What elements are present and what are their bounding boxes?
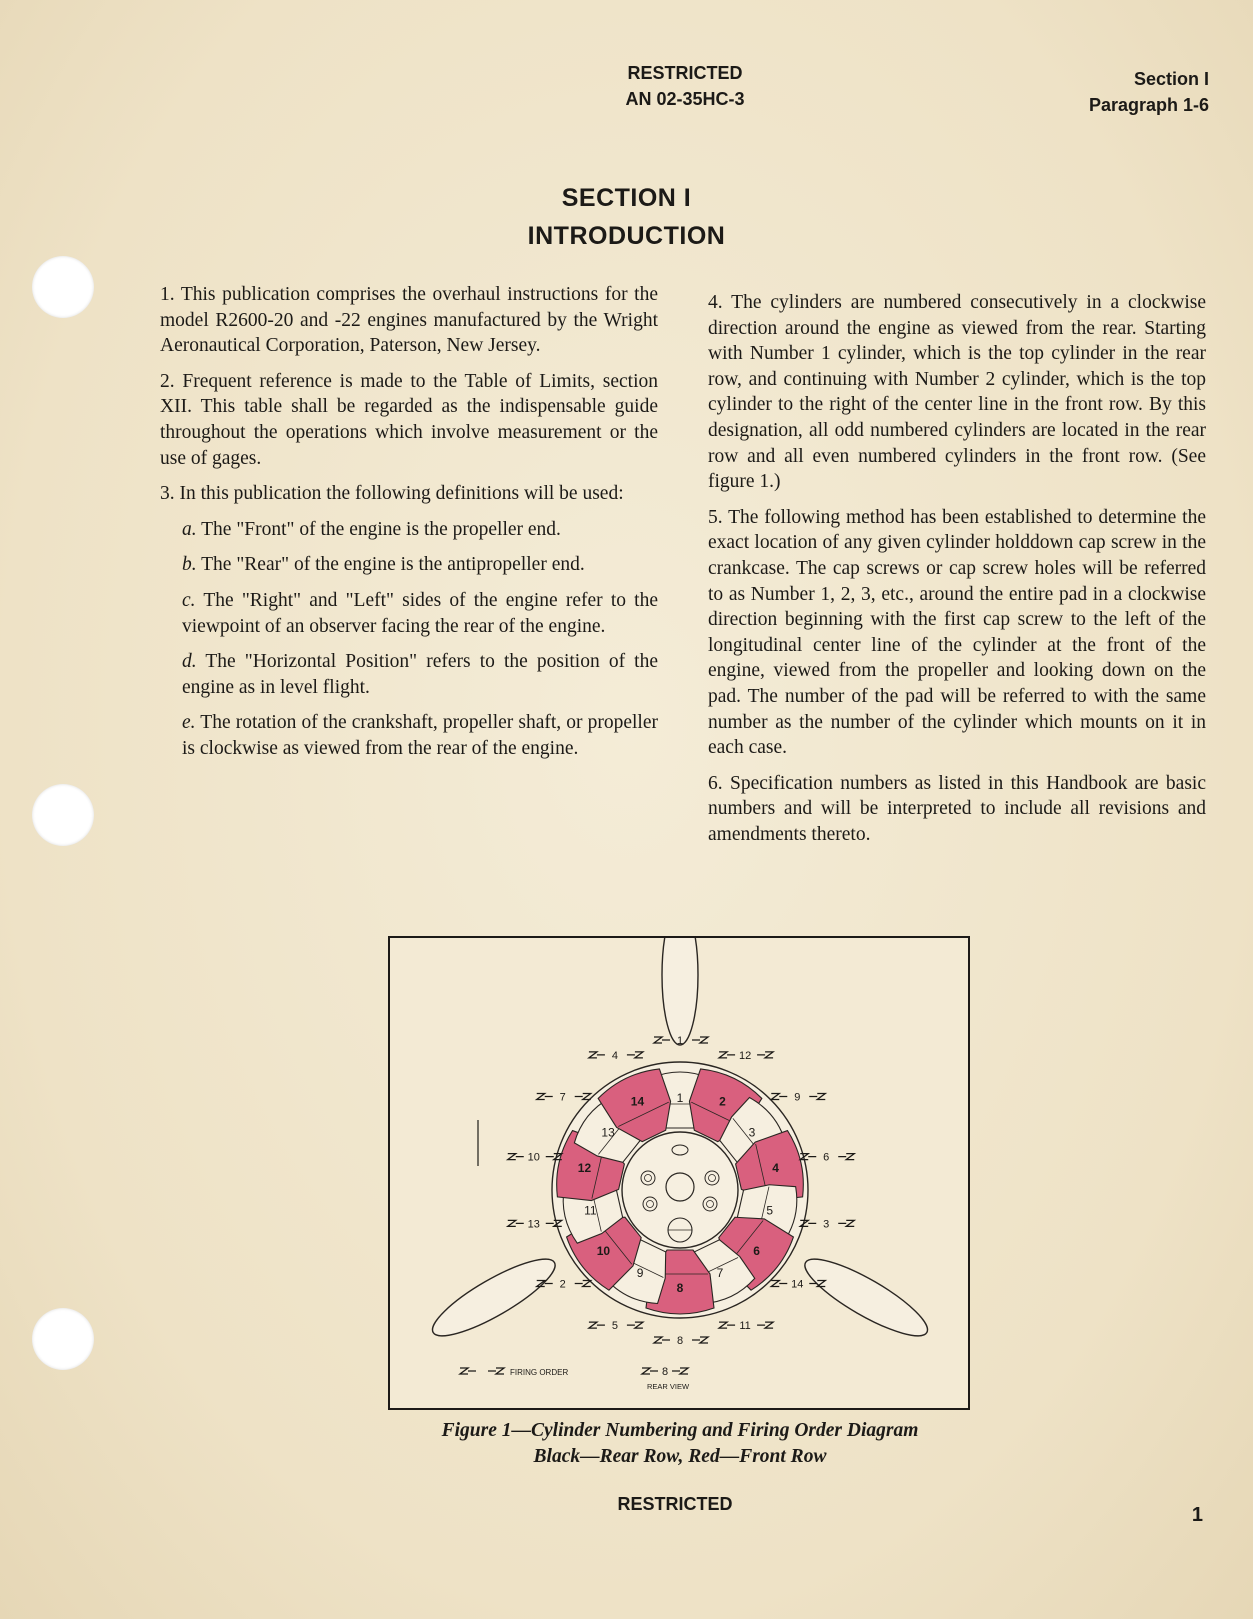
spark-symbol-left: [537, 1093, 553, 1099]
firing-order-number-4: 6: [823, 1151, 830, 1164]
header-center: [560, 60, 810, 112]
spark-symbol-left: [771, 1281, 787, 1287]
cylinder-number-3: 3: [748, 1125, 756, 1140]
firing-order-marker-9: [589, 1320, 643, 1332]
firing-order-marker-13: [537, 1091, 591, 1103]
spark-symbol-left: [771, 1093, 787, 1099]
section-title: SECTION I: [561, 184, 692, 212]
firing-order-number-6: 14: [791, 1278, 804, 1291]
propeller-blade-3: [424, 1247, 563, 1348]
firing-order-marker-5: [800, 1218, 854, 1230]
firing-order-number-11: 13: [527, 1218, 540, 1231]
header-right: [949, 66, 1209, 118]
firing-order-marker-4: [800, 1152, 854, 1164]
spark-symbol-right: [627, 1322, 643, 1328]
definition-e: e. The rotation of the crankshaft, propeller shaft, or propeller is clockwise as viewed from the rear of the engine.: [182, 712, 658, 759]
rear-view-number: 8: [661, 1366, 669, 1378]
firing-order-number-2: 12: [738, 1049, 752, 1062]
firing-order-number-1: 1: [676, 1035, 684, 1047]
crankcase-circle: [622, 1132, 738, 1248]
cylinder-number-4: 4: [772, 1161, 779, 1176]
spark-symbol-right: [575, 1093, 591, 1099]
firing-order-number-9: 5: [611, 1320, 618, 1333]
cylinder-number-13: 13: [601, 1125, 615, 1140]
firing-order-marker-10: [537, 1279, 591, 1291]
cylinder-number-8: 8: [676, 1281, 684, 1295]
spark-symbol-right: [757, 1052, 773, 1058]
cylinder-number-5: 5: [766, 1203, 774, 1218]
paragraph-4: 4. The cylinders are numbered consecutively in a clockwise direction around the engine as viewed from the rear. Starting with Number 1 cylinder, which is the top cylinder in the rear row, and continuing with Number 2 cylinder, which is the top cylinder to the right of the center line in the front row. By this designation, all odd numbered cylinders are located in the rear row and all even numbered cylinders in the front row. (See figure 1.): [708, 292, 1206, 493]
spark-symbol-right: [692, 1337, 708, 1343]
firing-order-marker-7: [719, 1320, 773, 1332]
spark-symbol-left: [719, 1052, 735, 1058]
spark-symbol-left: [654, 1337, 670, 1343]
firing-order-legend: [460, 1368, 568, 1377]
spark-symbol-right: [575, 1281, 591, 1287]
cylinder-number-12: 12: [577, 1161, 592, 1176]
cylinder-number-9: 9: [636, 1265, 644, 1280]
paragraph-3: 3. In this publication the following definitions will be used:: [160, 483, 624, 505]
paragraph-5: 5. The following method has been established to determine the exact location of any given cylinder holddown cap screw in the crankcase. The cap screws or cap screw holes will be referred to as Number 1, 2, 3, etc., around the entire pad in a clockwise direction beginning with the first cap screw to the left of the longitudinal center line of the cylinder at the front of the engine, viewed from the propeller and looking down on the pad. The number of the pad will be referred to with the same number as the number of the cylinder which mounts on it in each case.: [708, 506, 1206, 759]
spark-symbol-right: [838, 1220, 854, 1226]
spark-symbol-right: [838, 1154, 854, 1160]
cylinder-diagram: [390, 938, 968, 1408]
spark-symbol-left: [589, 1322, 605, 1328]
firing-order-marker-2: [719, 1050, 773, 1062]
paragraph-6: 6. Specification numbers as listed in this Handbook are basic numbers and will be interpreted to include all revisions and amendments thereto.: [708, 772, 1206, 845]
cylinder-number-11: 11: [584, 1203, 597, 1218]
spark-symbol-right: [809, 1093, 825, 1099]
firing-order-marker-3: [771, 1091, 825, 1103]
firing-order-marker-1: [654, 1035, 708, 1047]
header-paragraph-ref: Paragraph 1-6: [1088, 95, 1209, 115]
right-column: [708, 290, 1206, 857]
cylinder-number-1: 1: [676, 1091, 684, 1105]
cylinder-number-6: 6: [753, 1244, 760, 1259]
cylinder-number-14: 14: [630, 1094, 645, 1109]
firing-order-marker-12: [508, 1152, 562, 1164]
binder-hole-middle: [32, 784, 94, 846]
header-doc-number: AN 02-35HC-3: [625, 89, 745, 109]
spark-symbol-left: [508, 1154, 524, 1160]
spark-symbol-right: [627, 1052, 643, 1058]
legend-firing-order-text: FIRING ORDER: [510, 1368, 569, 1377]
figure-caption-line-2: Black—Rear Row, Red—Front Row: [533, 1446, 827, 1467]
section-name: INTRODUCTION: [527, 222, 726, 250]
propeller-blade-2: [797, 1247, 936, 1348]
spark-symbol-left: [589, 1052, 605, 1058]
firing-order-number-14: 4: [611, 1049, 618, 1062]
propeller-blade-1: [662, 938, 698, 1045]
firing-order-number-12: 10: [527, 1151, 540, 1164]
firing-order-number-13: 7: [559, 1091, 566, 1104]
paragraph-1: 1. This publication comprises the overhaul instructions for the model R2600-20 and -22 engines manufactured by the Wright Aeronautical Corporation, Paterson, New Jersey.: [160, 284, 658, 357]
binder-hole-bottom: [32, 1308, 94, 1370]
spark-symbol-left: [508, 1220, 524, 1226]
figure-1-box: [388, 936, 970, 1410]
spark-symbol-left: [719, 1322, 735, 1328]
firing-order-marker-14: [589, 1050, 643, 1062]
rear-view-label: REAR VIEW: [646, 1382, 690, 1391]
header-restricted: RESTRICTED: [627, 63, 743, 83]
definition-b: b. The "Rear" of the engine is the antipropeller end.: [182, 554, 585, 576]
spark-symbol-left: [654, 1037, 670, 1043]
paragraph-2: 2. Frequent reference is made to the Table of Limits, section XII. This table shall be regarded as the indispensable guide throughout the operations which involve measurement or the use of gages.: [160, 370, 658, 469]
firing-order-marker-11: [508, 1218, 562, 1230]
spark-symbol-right: [757, 1322, 773, 1328]
firing-order-number-8: 8: [676, 1335, 684, 1347]
definition-d: d. The "Horizontal Position" refers to the position of the engine as in level flight.: [182, 651, 658, 698]
figure-caption-line-1: Figure 1—Cylinder Numbering and Firing Order Diagram: [441, 1420, 919, 1441]
legend-spark-symbol: [460, 1368, 504, 1374]
header-section-ref: Section I: [1133, 69, 1209, 89]
cylinder-number-7: 7: [716, 1265, 724, 1280]
firing-order-number-10: 2: [559, 1278, 566, 1291]
spark-symbol-right: [692, 1037, 708, 1043]
firing-order-marker-8: [654, 1335, 708, 1347]
footer-restricted: RESTRICTED: [617, 1494, 733, 1514]
firing-order-number-7: 11: [739, 1320, 751, 1333]
binder-hole-top: [32, 256, 94, 318]
definition-a: a. The "Front" of the engine is the propeller end.: [182, 518, 561, 540]
cylinder-number-10: 10: [596, 1244, 611, 1259]
firing-order-number-3: 9: [794, 1091, 801, 1104]
page-number: 1: [1191, 1504, 1203, 1526]
left-column: [160, 282, 658, 772]
cylinder-number-2: 2: [719, 1094, 726, 1109]
definition-c: c. The "Right" and "Left" sides of the engine refer to the viewpoint of an observer facing the rear of the engine.: [182, 589, 658, 637]
firing-order-number-5: 3: [823, 1218, 830, 1231]
